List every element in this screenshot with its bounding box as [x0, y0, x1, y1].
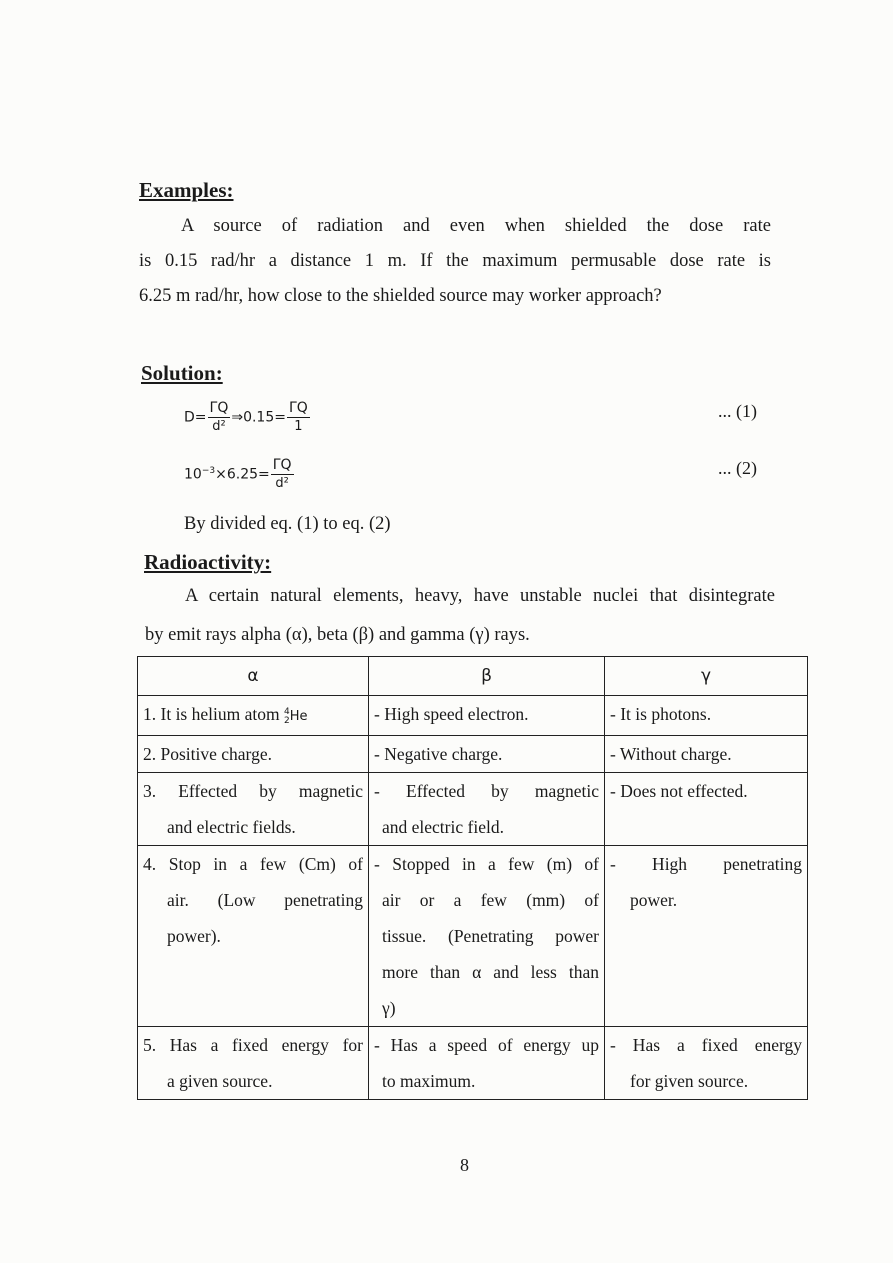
examples-line-1: A source of radiation and even when shielded the dose rate [181, 216, 771, 236]
eq2-lhs-exponent: −3 [201, 465, 216, 476]
eq1-fraction-1 [208, 400, 231, 435]
table-row [138, 696, 808, 736]
alpha-cell [138, 696, 369, 736]
table-header-row [138, 657, 808, 696]
alpha-cell [138, 1027, 369, 1100]
cell-text: a given source. [167, 1071, 273, 1091]
cell-text: 2. Positive charge. [143, 744, 272, 764]
examples-line-3: 6.25 m rad/hr, how close to the shielded source may worker approach? [139, 286, 662, 306]
radioactivity-line-2: by emit rays alpha (α), beta (β) and gamma (γ) rays. [145, 625, 530, 645]
header-beta: β [369, 657, 605, 696]
isotope-mass: 4 [283, 706, 290, 717]
cell-text: tissue. (Penetrating power [382, 926, 599, 946]
equation-1 [184, 400, 311, 435]
cell-text: air or a few (mm) of [382, 890, 599, 910]
table-row [138, 846, 808, 1027]
examples-line-2: is 0.15 rad/hr a distance 1 m. If the maximum permusable dose rate is [139, 251, 771, 271]
cell-text: - Has a fixed energy [610, 1035, 802, 1055]
radioactivity-heading: Radioactivity: [144, 550, 272, 574]
cell-text: - Has a speed of energy up [374, 1035, 599, 1055]
cell-text: γ) [382, 998, 396, 1018]
page-number: 8 [460, 1155, 469, 1175]
eq2-frac-numerator: ΓQ [272, 457, 292, 473]
gamma-cell [605, 846, 808, 1027]
cell-text: and electric fields. [167, 817, 296, 837]
radiation-comparison-table [137, 656, 808, 1100]
cell-text: 3. Effected by magnetic [143, 781, 363, 801]
cell-text: for given source. [630, 1071, 749, 1091]
cell-text: - Negative charge. [374, 744, 503, 764]
helium-isotope [283, 706, 308, 726]
cell-text: - Does not effected. [610, 781, 748, 801]
eq1-frac1-denominator: d² [212, 419, 226, 434]
cell-text: - Without charge. [610, 744, 732, 764]
gamma-cell [605, 736, 808, 773]
cell-text: more than α and less than [382, 962, 599, 982]
eq2-fraction [271, 457, 294, 492]
cell-text: - High penetrating [610, 854, 802, 874]
cell-text: 5. Has a fixed energy for [143, 1035, 363, 1055]
beta-cell [369, 736, 605, 773]
equation-1-number: ... (1) [718, 401, 757, 421]
alpha-cell [138, 773, 369, 846]
eq1-mid: ⇒0.15= [231, 409, 286, 426]
equation-2-number: ... (2) [718, 458, 757, 478]
solution-heading: Solution: [141, 361, 223, 385]
header-gamma: γ [605, 657, 808, 696]
examples-heading: Examples: [139, 178, 234, 202]
gamma-cell [605, 696, 808, 736]
beta-cell [369, 846, 605, 1027]
eq2-frac-denominator: d² [275, 476, 289, 491]
eq1-frac2-denominator: 1 [294, 419, 303, 434]
eq1-frac2-numerator: ΓQ [288, 400, 308, 416]
gamma-cell [605, 773, 808, 846]
beta-cell [369, 773, 605, 846]
table-row [138, 736, 808, 773]
cell-text: 4. Stop in a few (Cm) of [143, 854, 363, 874]
cell-text: - Effected by magnetic [374, 781, 599, 801]
beta-cell [369, 1027, 605, 1100]
eq1-frac1-numerator: ΓQ [209, 400, 229, 416]
eq1-fraction-2 [287, 400, 310, 435]
header-alpha: α [138, 657, 369, 696]
cell-text: - It is photons. [610, 704, 712, 724]
cell-text: and electric field. [382, 817, 504, 837]
eq1-lhs: D= [184, 409, 207, 426]
cell-text: - High speed electron. [374, 704, 529, 724]
alpha-cell [138, 736, 369, 773]
table-row [138, 1027, 808, 1100]
isotope-symbol: He [289, 709, 308, 724]
cell-text: to maximum. [382, 1071, 476, 1091]
equation-2 [184, 457, 295, 492]
isotope-atomic: 2 [283, 715, 290, 726]
solution-note: By divided eq. (1) to eq. (2) [184, 514, 391, 534]
cell-text: 1. It is helium atom [143, 704, 280, 724]
cell-text: power. [630, 890, 678, 910]
beta-cell [369, 696, 605, 736]
gamma-cell [605, 1027, 808, 1100]
eq2-lhs-rest: ×6.25= [215, 466, 270, 483]
alpha-cell [138, 846, 369, 1027]
cell-text: power). [167, 926, 221, 946]
table-row [138, 773, 808, 846]
cell-text: air. (Low penetrating [167, 890, 363, 910]
cell-text: - Stopped in a few (m) of [374, 854, 599, 874]
radioactivity-line-1: A certain natural elements, heavy, have unstable nuclei that disintegrate [185, 586, 775, 606]
eq2-lhs-base: 10 [184, 466, 202, 483]
